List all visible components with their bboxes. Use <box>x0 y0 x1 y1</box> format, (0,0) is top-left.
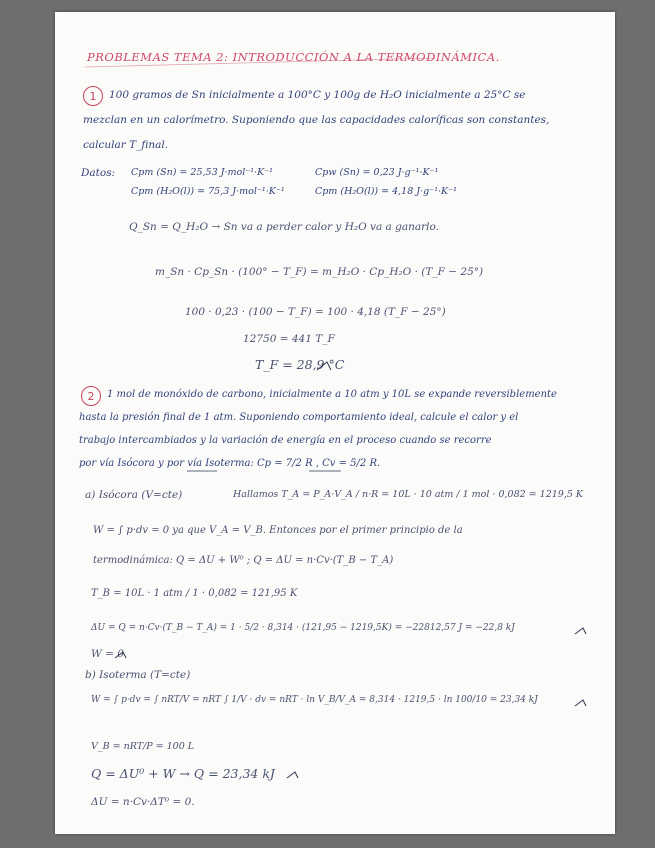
part-b-w: W = ∫ p·dv = ∫ nRT/V = nRT ∫ 1/V · dv = nRT · ln V_B/V_A = 8,314 · 1219,5 · ln 100/10 = 23,34 kJ <box>91 695 538 705</box>
part-a-hallamos: Hallamos T_A = P_A·V_A / n·R = 10L · 10 atm / 1 mol · 0,082 = 1219,5 K <box>233 489 584 500</box>
problem-1-data-item: Cpm (H₂O(l)) = 75,3 J·mol⁻¹·K⁻¹ <box>131 186 285 197</box>
problem-1-data-label: Datos: <box>81 167 116 179</box>
problem-1-statement-line-1: 100 gramos de Sn inicialmente a 100°C y 100g de H₂O inicialmente a 25°C se <box>109 89 526 101</box>
page-title: PROBLEMAS TEMA 2: INTRODUCCIÓN A LA TERMODINÁMICA. <box>87 50 500 64</box>
problem-1-data-item: Cpw (Sn) = 0,23 J·g⁻¹·K⁻¹ <box>315 167 439 178</box>
part-a-work-line-2: termodinámica: Q = ΔU + W⁰ ; Q = ΔU = n·Cv·(T_B − T_A) <box>93 555 394 566</box>
problem-1-number: 1 <box>83 86 103 106</box>
problem-1-statement-line-2: mezclan en un calorímetro. Suponiendo que las capacidades caloríficas son constantes, <box>83 114 550 126</box>
problem-1-data-item: Cpm (Sn) = 25,53 J·mol⁻¹·K⁻¹ <box>131 167 273 178</box>
part-a-work-line-1: W = ∫ p·dv = 0 ya que V_A = V_B. Entonces por el primer principio de la <box>93 525 463 536</box>
handwriting-marks <box>55 12 615 834</box>
part-a-heading: a) Isócora (V=cte) <box>85 489 183 501</box>
problem-2-statement-line-1: 1 mol de monóxido de carbono, inicialmente a 10 atm y 10L se expande reversiblemente <box>107 389 557 400</box>
problem-1-statement-line-3: calcular T_final. <box>83 139 169 151</box>
part-a-w: W = 0 <box>91 648 124 660</box>
part-b-vb: V_B = nRT/P = 100 L <box>91 741 195 752</box>
problem-1-solution-line: 100 · 0,23 · (100 − T_F) = 100 · 4,18 (T_F − 25°) <box>185 306 446 318</box>
scanned-page <box>55 12 615 834</box>
part-a-tb: T_B = 10L · 1 atm / 1 · 0,082 = 121,95 K <box>91 588 298 599</box>
problem-2-statement-line-4: por vía Isócora y por vía Isoterma: Cp = 7/2 R , Cv = 5/2 R. <box>79 458 381 469</box>
part-b-heading: b) Isoterma (T=cte) <box>85 669 191 681</box>
part-a-du: ΔU = Q = n·Cv·(T_B − T_A) = 1 · 5/2 · 8,314 · (121,95 − 1219,5K) = −22812,57 J = −22,8 kJ <box>91 623 515 633</box>
problem-1-solution-line: Q_Sn = Q_H₂O → Sn va a perder calor y H₂O va a ganarlo. <box>129 221 440 233</box>
problem-2-number: 2 <box>81 386 101 406</box>
part-b-q: Q = ΔU⁰ + W → Q = 23,34 kJ <box>91 766 275 781</box>
part-b-du: ΔU = n·Cv·ΔT⁰ = 0. <box>91 796 195 808</box>
problem-2-statement-line-2: hasta la presión final de 1 atm. Suponiendo comportamiento ideal, calcule el calor y el <box>79 412 519 423</box>
problem-1-data-item: Cpm (H₂O(l)) = 4,18 J·g⁻¹·K⁻¹ <box>315 186 457 197</box>
problem-1-result: T_F = 28,9 °C <box>255 357 345 372</box>
problem-2-statement-line-3: trabajo intercambiados y la variación de energía en el proceso cuando se recorre <box>79 435 492 446</box>
problem-1-solution-line: 12750 = 441 T_F <box>243 333 335 345</box>
problem-1-solution-line: m_Sn · Cp_Sn · (100° − T_F) = m_H₂O · Cp_H₂O · (T_F − 25°) <box>155 266 484 278</box>
